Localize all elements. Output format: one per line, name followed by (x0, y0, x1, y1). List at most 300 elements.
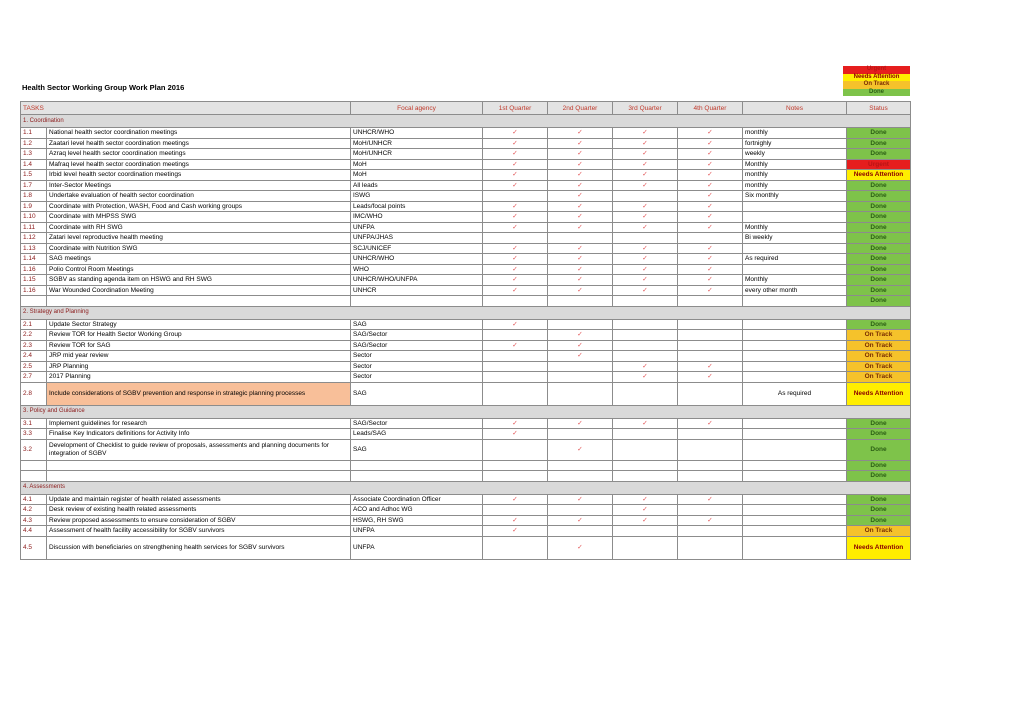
status-badge: Done (847, 212, 911, 223)
table-row (21, 254, 911, 265)
status-badge: On Track (847, 351, 911, 362)
quarter-cell: ✓ (483, 285, 548, 296)
quarter-cell: ✓ (548, 222, 613, 233)
quarter-cell: ✓ (678, 275, 743, 286)
quarter-cell (483, 536, 548, 559)
task-number: 3.3 (21, 429, 47, 440)
task-name: Include considerations of SGBV prevention and response in strategic planning processes (47, 382, 351, 405)
focal-agency: Sector (351, 351, 483, 362)
quarter-cell: ✓ (548, 159, 613, 170)
quarter-cell: ✓ (613, 494, 678, 505)
table-row (21, 471, 911, 482)
task-number: 4.1 (21, 494, 47, 505)
section-header (21, 306, 911, 319)
quarter-cell: ✓ (613, 372, 678, 383)
quarter-cell: ✓ (613, 180, 678, 191)
task-name: Coordinate with Nutrition SWG (47, 243, 351, 254)
notes-cell: Monthly (743, 275, 847, 286)
quarter-cell: ✓ (678, 222, 743, 233)
notes-cell (743, 439, 847, 460)
quarter-cell (678, 296, 743, 307)
status-badge: Urgent (847, 159, 911, 170)
quarter-cell (678, 319, 743, 330)
quarter-cell: ✓ (548, 330, 613, 341)
legend-item: On Track (843, 81, 910, 89)
focal-agency: UNFPA (351, 222, 483, 233)
focal-agency: MoH/UNHCR (351, 138, 483, 149)
legend-item: Urgent (843, 66, 910, 74)
focal-agency: MoH (351, 170, 483, 181)
quarter-cell: ✓ (678, 212, 743, 223)
table-row (21, 340, 911, 351)
task-name: Azraq level health sector coordination meetings (47, 149, 351, 160)
header-q1: 1st Quarter (483, 102, 548, 115)
task-number: 2.3 (21, 340, 47, 351)
focal-agency: IMC/WHO (351, 212, 483, 223)
quarter-cell: ✓ (613, 170, 678, 181)
quarter-cell: ✓ (678, 180, 743, 191)
quarter-cell: ✓ (678, 201, 743, 212)
quarter-cell: ✓ (548, 128, 613, 139)
quarter-cell (548, 460, 613, 471)
notes-cell (743, 201, 847, 212)
task-number: 4.3 (21, 515, 47, 526)
table-row (21, 149, 911, 160)
task-number: 1.3 (21, 149, 47, 160)
focal-agency: UNHCR/WHO (351, 254, 483, 265)
header-q4: 4th Quarter (678, 102, 743, 115)
task-number: 1.13 (21, 243, 47, 254)
quarter-cell: ✓ (548, 536, 613, 559)
focal-agency: SAG/Sector (351, 418, 483, 429)
task-name: Zatari level reproductive health meeting (47, 233, 351, 244)
focal-agency: UNFPA/JHAS (351, 233, 483, 244)
table-row (21, 264, 911, 275)
focal-agency: Associate Coordination Officer (351, 494, 483, 505)
task-name: Assessment of health facility accessibility for SGBV survivors (47, 526, 351, 537)
task-name: Coordinate with MHPSS SWG (47, 212, 351, 223)
notes-cell (743, 471, 847, 482)
quarter-cell: ✓ (613, 515, 678, 526)
focal-agency: UNHCR/WHO/UNFPA (351, 275, 483, 286)
table-row (21, 138, 911, 149)
focal-agency: SCJ/UNICEF (351, 243, 483, 254)
notes-cell (743, 536, 847, 559)
task-name: Discussion with beneficiaries on strengthening health services for SGBV survivors (47, 536, 351, 559)
quarter-cell (613, 233, 678, 244)
quarter-cell: ✓ (548, 191, 613, 202)
status-badge: Done (847, 296, 911, 307)
quarter-cell (678, 382, 743, 405)
task-name: War Wounded Coordination Meeting (47, 285, 351, 296)
task-name: Review TOR for SAG (47, 340, 351, 351)
notes-cell (743, 351, 847, 362)
quarter-cell (613, 340, 678, 351)
focal-agency: Leads/SAG (351, 429, 483, 440)
focal-agency: Sector (351, 372, 483, 383)
table-row (21, 191, 911, 202)
notes-cell: monthly (743, 128, 847, 139)
quarter-cell: ✓ (483, 275, 548, 286)
focal-agency (351, 296, 483, 307)
status-badge: Done (847, 429, 911, 440)
status-badge: Done (847, 418, 911, 429)
header-focal: Focal agency (351, 102, 483, 115)
task-name (47, 296, 351, 307)
section-title: 4. Assessments (21, 481, 911, 494)
quarter-cell (678, 233, 743, 244)
status-badge: Done (847, 264, 911, 275)
quarter-cell: ✓ (678, 515, 743, 526)
quarter-cell (678, 536, 743, 559)
quarter-cell: ✓ (548, 201, 613, 212)
task-number: 1.10 (21, 212, 47, 223)
notes-cell (743, 212, 847, 223)
quarter-cell (613, 460, 678, 471)
quarter-cell (483, 439, 548, 460)
status-badge: Done (847, 191, 911, 202)
quarter-cell: ✓ (613, 201, 678, 212)
table-row (21, 429, 911, 440)
quarter-cell (678, 526, 743, 537)
status-badge: On Track (847, 361, 911, 372)
quarter-cell: ✓ (678, 418, 743, 429)
quarter-cell: ✓ (483, 254, 548, 265)
focal-agency: UNHCR (351, 285, 483, 296)
quarter-cell: ✓ (613, 159, 678, 170)
task-number: 2.2 (21, 330, 47, 341)
notes-cell (743, 243, 847, 254)
quarter-cell: ✓ (483, 515, 548, 526)
quarter-cell (483, 372, 548, 383)
quarter-cell: ✓ (548, 264, 613, 275)
table-row (21, 494, 911, 505)
notes-cell: monthly (743, 170, 847, 181)
notes-cell (743, 515, 847, 526)
quarter-cell: ✓ (613, 361, 678, 372)
section-header (21, 481, 911, 494)
task-number: 2.1 (21, 319, 47, 330)
task-name: Finalise Key Indicators definitions for Activity Info (47, 429, 351, 440)
quarter-cell: ✓ (678, 372, 743, 383)
task-name: Desk review of existing health related assessments (47, 505, 351, 516)
status-badge: On Track (847, 526, 911, 537)
table-row (21, 439, 911, 460)
task-name: Review TOR for Health Sector Working Group (47, 330, 351, 341)
task-number: 2.4 (21, 351, 47, 362)
notes-cell (743, 264, 847, 275)
quarter-cell: ✓ (548, 439, 613, 460)
task-number: 3.1 (21, 418, 47, 429)
quarter-cell: ✓ (548, 515, 613, 526)
header-notes: Notes (743, 102, 847, 115)
table-row (21, 382, 911, 405)
status-legend (843, 66, 910, 96)
quarter-cell: ✓ (613, 222, 678, 233)
task-number: 1.11 (21, 222, 47, 233)
status-badge: Done (847, 128, 911, 139)
task-name: JRP mid year review (47, 351, 351, 362)
header-status: Status (847, 102, 911, 115)
quarter-cell (548, 361, 613, 372)
focal-agency: ISWG (351, 191, 483, 202)
task-number: 1.4 (21, 159, 47, 170)
quarter-cell: ✓ (483, 170, 548, 181)
status-badge: Done (847, 515, 911, 526)
status-badge: Needs Attention (847, 536, 911, 559)
table-row (21, 170, 911, 181)
notes-cell (743, 296, 847, 307)
notes-cell: weekly (743, 149, 847, 160)
table-row (21, 361, 911, 372)
status-badge: On Track (847, 330, 911, 341)
quarter-cell (613, 330, 678, 341)
task-name: Implement guidelines for research (47, 418, 351, 429)
quarter-cell (678, 429, 743, 440)
quarter-cell: ✓ (548, 351, 613, 362)
section-title: 3. Policy and Guidance (21, 405, 911, 418)
table-row (21, 515, 911, 526)
table-row (21, 233, 911, 244)
notes-cell: fortnighly (743, 138, 847, 149)
quarter-cell: ✓ (613, 149, 678, 160)
notes-cell: Monthly (743, 222, 847, 233)
task-name: Review proposed assessments to ensure consideration of SGBV (47, 515, 351, 526)
table-row (21, 351, 911, 362)
focal-agency: ACO and Adhoc WG (351, 505, 483, 516)
quarter-cell: ✓ (678, 128, 743, 139)
quarter-cell: ✓ (678, 149, 743, 160)
task-number (21, 471, 47, 482)
task-number: 1.9 (21, 201, 47, 212)
focal-agency (351, 460, 483, 471)
task-name: Development of Checklist to guide review of proposals, assessments and planning documents for integration of SGBV (47, 439, 351, 460)
status-badge: Done (847, 138, 911, 149)
quarter-cell: ✓ (483, 526, 548, 537)
quarter-cell (678, 460, 743, 471)
quarter-cell: ✓ (678, 191, 743, 202)
quarter-cell: ✓ (613, 264, 678, 275)
task-name: Coordinate with Protection, WASH, Food and Cash working groups (47, 201, 351, 212)
status-badge: Done (847, 460, 911, 471)
task-number: 1.16 (21, 285, 47, 296)
quarter-cell: ✓ (613, 243, 678, 254)
table-row (21, 296, 911, 307)
task-name: Inter-Sector Meetings (47, 180, 351, 191)
quarter-cell (548, 372, 613, 383)
table-row (21, 243, 911, 254)
notes-cell: As required (743, 254, 847, 265)
quarter-cell: ✓ (483, 264, 548, 275)
quarter-cell: ✓ (548, 275, 613, 286)
quarter-cell: ✓ (678, 285, 743, 296)
status-badge: Needs Attention (847, 382, 911, 405)
header-q3: 3rd Quarter (613, 102, 678, 115)
status-badge: Done (847, 319, 911, 330)
quarter-cell: ✓ (483, 319, 548, 330)
section-header (21, 115, 911, 128)
focal-agency: UNFPA (351, 536, 483, 559)
status-badge: Done (847, 149, 911, 160)
task-name: Update Sector Strategy (47, 319, 351, 330)
task-name: Zaatari level health sector coordination meetings (47, 138, 351, 149)
quarter-cell (613, 382, 678, 405)
quarter-cell (678, 351, 743, 362)
status-badge: On Track (847, 340, 911, 351)
task-number: 2.5 (21, 361, 47, 372)
table-row (21, 418, 911, 429)
focal-agency: WHO (351, 264, 483, 275)
focal-agency: All leads (351, 180, 483, 191)
quarter-cell (548, 382, 613, 405)
focal-agency (351, 471, 483, 482)
status-badge: Done (847, 494, 911, 505)
task-name: SAG meetings (47, 254, 351, 265)
notes-cell: every other month (743, 285, 847, 296)
quarter-cell (548, 319, 613, 330)
notes-cell (743, 418, 847, 429)
quarter-cell: ✓ (613, 285, 678, 296)
quarter-cell: ✓ (548, 418, 613, 429)
quarter-cell: ✓ (483, 201, 548, 212)
quarter-cell (483, 471, 548, 482)
status-badge: Done (847, 439, 911, 460)
quarter-cell (613, 319, 678, 330)
quarter-cell: ✓ (548, 180, 613, 191)
notes-cell (743, 330, 847, 341)
header-tasks: TASKS (21, 102, 351, 115)
quarter-cell: ✓ (678, 159, 743, 170)
quarter-cell: ✓ (678, 243, 743, 254)
table-row (21, 505, 911, 516)
task-number (21, 296, 47, 307)
quarter-cell (613, 526, 678, 537)
table-row (21, 128, 911, 139)
table-row (21, 180, 911, 191)
quarter-cell: ✓ (678, 254, 743, 265)
status-badge: Done (847, 222, 911, 233)
task-name: Irbid level health sector coordination meetings (47, 170, 351, 181)
quarter-cell (613, 191, 678, 202)
quarter-cell: ✓ (613, 138, 678, 149)
quarter-cell (548, 505, 613, 516)
quarter-cell: ✓ (548, 243, 613, 254)
table-row (21, 285, 911, 296)
quarter-cell: ✓ (613, 418, 678, 429)
quarter-cell: ✓ (483, 494, 548, 505)
quarter-cell: ✓ (483, 159, 548, 170)
task-number: 4.4 (21, 526, 47, 537)
quarter-cell: ✓ (548, 212, 613, 223)
table-row (21, 460, 911, 471)
quarter-cell (483, 233, 548, 244)
quarter-cell: ✓ (548, 494, 613, 505)
work-plan-table (20, 101, 911, 560)
quarter-cell (483, 505, 548, 516)
quarter-cell: ✓ (548, 254, 613, 265)
task-name: Update and maintain register of health related assessments (47, 494, 351, 505)
quarter-cell: ✓ (483, 212, 548, 223)
quarter-cell (613, 471, 678, 482)
table-row (21, 319, 911, 330)
quarter-cell (483, 191, 548, 202)
task-number: 1.16 (21, 264, 47, 275)
focal-agency: SAG/Sector (351, 330, 483, 341)
quarter-cell: ✓ (548, 149, 613, 160)
quarter-cell (613, 296, 678, 307)
quarter-cell: ✓ (613, 254, 678, 265)
task-number: 1.7 (21, 180, 47, 191)
quarter-cell: ✓ (483, 138, 548, 149)
legend-item: Done (843, 89, 910, 97)
notes-cell (743, 319, 847, 330)
task-number: 3.2 (21, 439, 47, 460)
table-row (21, 372, 911, 383)
task-name: Coordinate with RH SWG (47, 222, 351, 233)
quarter-cell: ✓ (483, 222, 548, 233)
notes-cell (743, 372, 847, 383)
status-badge: Done (847, 233, 911, 244)
table-header (21, 102, 911, 115)
task-name: 2017 Planning (47, 372, 351, 383)
quarter-cell: ✓ (548, 138, 613, 149)
status-badge: Done (847, 285, 911, 296)
notes-cell (743, 429, 847, 440)
task-name: National health sector coordination meetings (47, 128, 351, 139)
status-badge: Done (847, 471, 911, 482)
task-name (47, 471, 351, 482)
quarter-cell (483, 361, 548, 372)
status-badge: Done (847, 254, 911, 265)
quarter-cell: ✓ (483, 180, 548, 191)
status-badge: On Track (847, 372, 911, 383)
task-number: 1.15 (21, 275, 47, 286)
quarter-cell (613, 429, 678, 440)
focal-agency: UNHCR/WHO (351, 128, 483, 139)
focal-agency: Sector (351, 361, 483, 372)
focal-agency: MoH/UNHCR (351, 149, 483, 160)
header-q2: 2nd Quarter (548, 102, 613, 115)
quarter-cell (483, 351, 548, 362)
quarter-cell (483, 460, 548, 471)
task-number (21, 460, 47, 471)
status-badge: Done (847, 275, 911, 286)
quarter-cell (678, 439, 743, 460)
quarter-cell: ✓ (613, 275, 678, 286)
focal-agency: SAG/Sector (351, 340, 483, 351)
task-name (47, 460, 351, 471)
task-name: SGBV as standing agenda item on HSWG and RH SWG (47, 275, 351, 286)
quarter-cell: ✓ (613, 128, 678, 139)
quarter-cell: ✓ (678, 494, 743, 505)
notes-cell (743, 526, 847, 537)
table-row (21, 330, 911, 341)
quarter-cell: ✓ (678, 264, 743, 275)
notes-cell: Six monthly (743, 191, 847, 202)
task-number: 4.2 (21, 505, 47, 516)
task-number: 1.8 (21, 191, 47, 202)
notes-cell (743, 505, 847, 516)
status-badge: Done (847, 243, 911, 254)
focal-agency: UNFPA (351, 526, 483, 537)
page-title: Health Sector Working Group Work Plan 2016 (22, 83, 185, 92)
quarter-cell (483, 382, 548, 405)
quarter-cell: ✓ (678, 138, 743, 149)
notes-cell (743, 361, 847, 372)
section-header (21, 405, 911, 418)
notes-cell: As required (743, 382, 847, 405)
quarter-cell (483, 330, 548, 341)
